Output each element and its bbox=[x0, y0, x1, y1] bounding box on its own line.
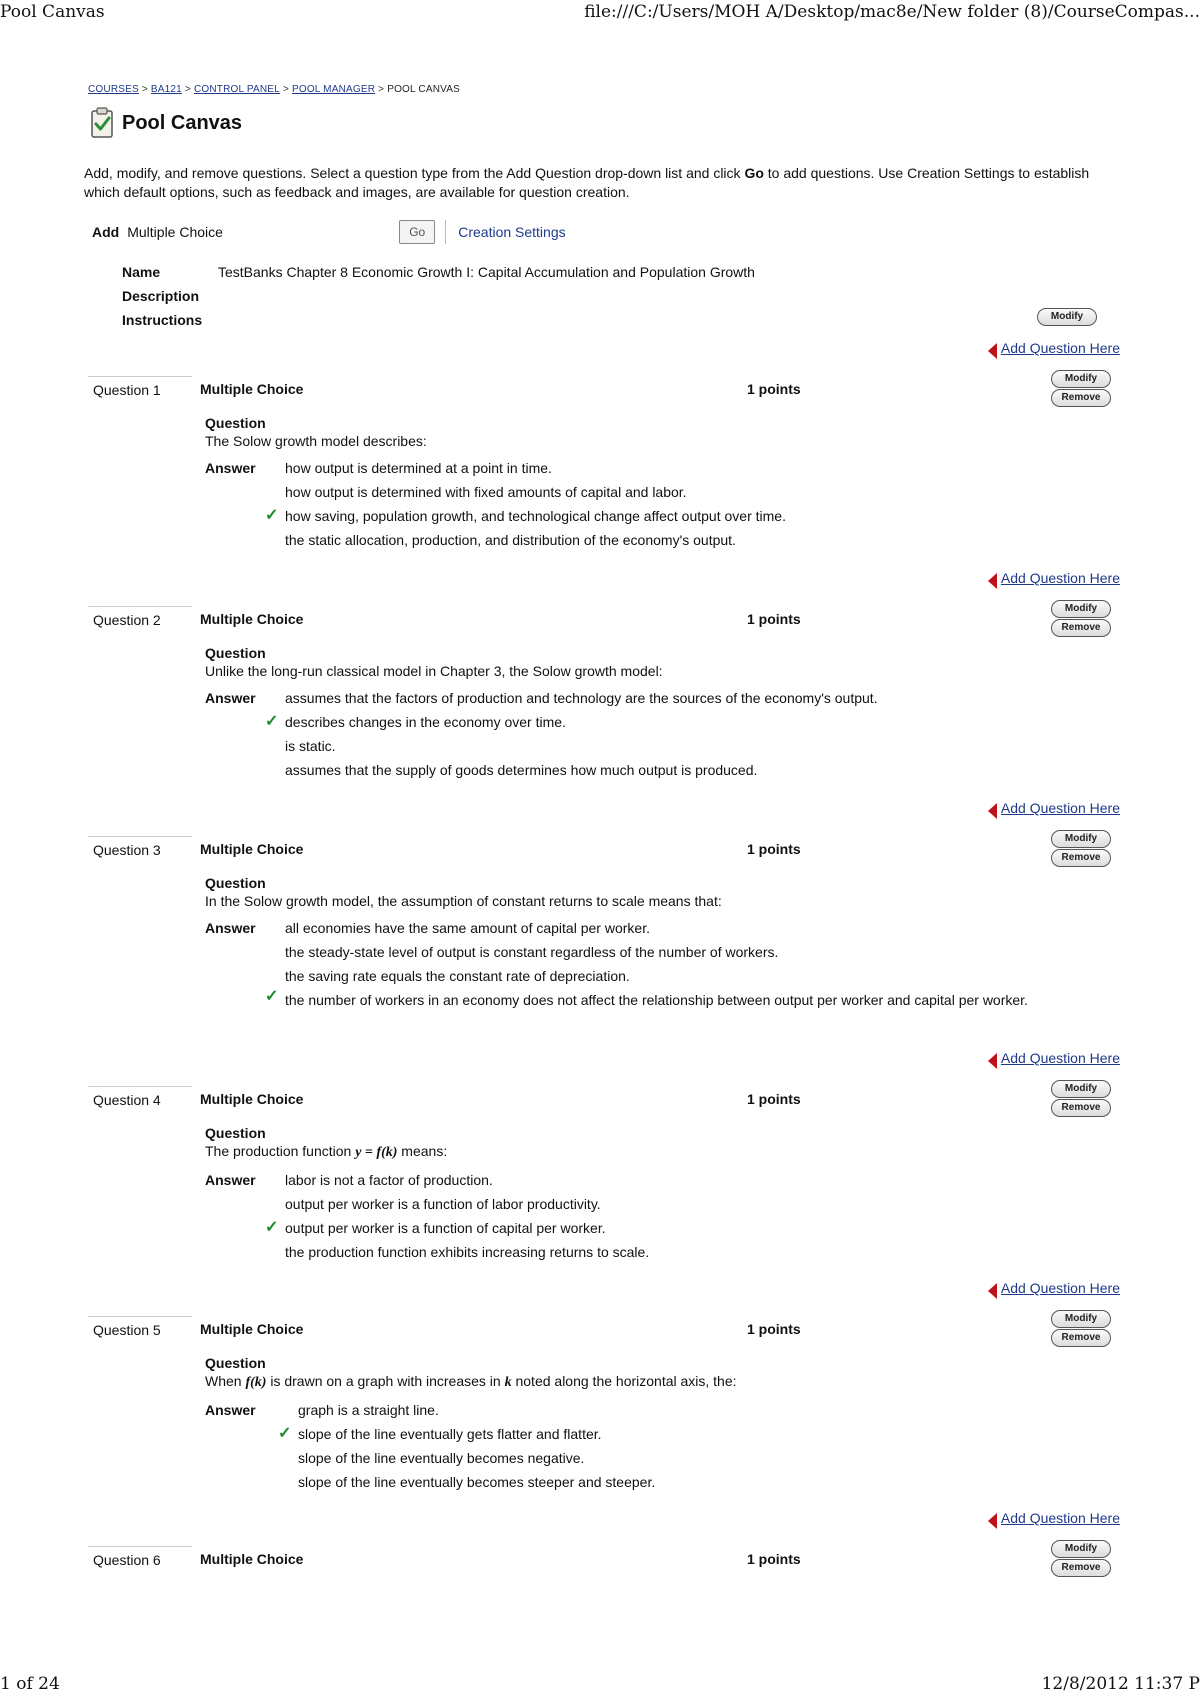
question-number: Question 1 bbox=[88, 376, 192, 400]
remove-question-button[interactable]: Remove bbox=[1051, 1099, 1111, 1117]
answer-label: Answer bbox=[205, 1172, 256, 1188]
clipboard-check-icon bbox=[90, 107, 114, 139]
answer-option: labor is not a factor of production. bbox=[285, 1172, 493, 1188]
add-marker-icon bbox=[988, 1283, 997, 1299]
answer-list bbox=[205, 916, 1128, 1018]
question-body bbox=[205, 414, 1128, 552]
modify-question-button[interactable]: Modify bbox=[1051, 830, 1111, 848]
add-marker-icon bbox=[988, 1513, 997, 1529]
answer-option: how output is determined with fixed amounts of capital and labor. bbox=[285, 484, 687, 500]
intro-go-keyword: Go bbox=[744, 165, 764, 181]
question-type: Multiple Choice bbox=[200, 381, 304, 397]
add-question-here[interactable] bbox=[988, 797, 1120, 819]
answer-label: Answer bbox=[205, 920, 256, 936]
question-text: Unlike the long-run classical model in Chapter 3, the Solow growth model: bbox=[205, 663, 663, 679]
question-points: 1 points bbox=[747, 1551, 801, 1567]
question-body bbox=[205, 874, 1128, 1018]
add-question-here[interactable] bbox=[988, 1507, 1120, 1529]
correct-check-icon: ✓ bbox=[265, 988, 279, 1005]
answer-label: Answer bbox=[205, 1402, 256, 1418]
page-header bbox=[90, 106, 242, 140]
answer-list bbox=[205, 1168, 1128, 1264]
question-type: Multiple Choice bbox=[200, 1321, 304, 1337]
question-number: Question 5 bbox=[88, 1316, 192, 1340]
answer-option: the static allocation, production, and distribution of the economy's output. bbox=[285, 532, 736, 548]
remove-question-button[interactable]: Remove bbox=[1051, 389, 1111, 407]
formula: y = f(k) bbox=[355, 1145, 398, 1160]
add-marker-icon bbox=[988, 343, 997, 359]
answer-list bbox=[205, 456, 1128, 552]
pool-instructions-row bbox=[122, 308, 1122, 332]
correct-check-icon: ✓ bbox=[265, 1219, 279, 1236]
question-header bbox=[88, 836, 1128, 860]
answer-option: is static. bbox=[285, 738, 336, 754]
question-item bbox=[88, 1546, 1128, 1570]
question-header bbox=[88, 1546, 1128, 1570]
pool-name-value: TestBanks Chapter 8 Economic Growth I: Capital Accumulation and Population Growth bbox=[218, 264, 755, 280]
formula: f(k) bbox=[245, 1375, 267, 1390]
breadcrumb-separator: > bbox=[184, 84, 191, 95]
answer-option: assumes that the supply of goods determines how much output is produced. bbox=[285, 762, 758, 778]
question-points: 1 points bbox=[747, 1321, 801, 1337]
add-question-here[interactable] bbox=[988, 567, 1120, 589]
question-header bbox=[88, 1086, 1128, 1110]
print-header-url: file:///C:/Users/MOH A/Desktop/mac8e/New folder (8)/CourseCompas... bbox=[584, 2, 1200, 22]
add-question-here-link[interactable]: Add Question Here bbox=[1000, 570, 1120, 586]
remove-question-button[interactable]: Remove bbox=[1051, 1329, 1111, 1347]
question-label: Question bbox=[205, 875, 266, 891]
answer-option-correct: ✓ the number of workers in an economy does not affect the relationship between output per worker and capital per worker. bbox=[265, 988, 1028, 1008]
breadcrumb bbox=[88, 84, 460, 95]
answer-option-correct: ✓ how saving, population growth, and technological change affect output over time. bbox=[285, 504, 1128, 528]
question-points: 1 points bbox=[747, 611, 801, 627]
breadcrumb-separator: > bbox=[282, 84, 289, 95]
question-number: Question 6 bbox=[88, 1546, 192, 1570]
modify-question-button[interactable]: Modify bbox=[1051, 1540, 1111, 1558]
add-question-here[interactable] bbox=[988, 337, 1120, 359]
answer-option: the steady-state level of output is constant regardless of the number of workers. bbox=[285, 944, 779, 960]
print-header-title: Pool Canvas bbox=[0, 2, 105, 22]
answer-option: graph is a straight line. bbox=[298, 1402, 439, 1418]
question-header bbox=[88, 606, 1128, 630]
question-item bbox=[88, 606, 1128, 782]
pool-description-label: Description bbox=[122, 288, 200, 304]
question-type-select[interactable]: Multiple Choice bbox=[127, 224, 223, 240]
modify-question-button[interactable]: Modify bbox=[1051, 600, 1111, 618]
answer-option: slope of the line eventually becomes steeper and steeper. bbox=[298, 1474, 656, 1490]
page-title: Pool Canvas bbox=[122, 111, 243, 134]
question-text: The Solow growth model describes: bbox=[205, 433, 427, 449]
answer-option-correct: ✓ output per worker is a function of capital per worker. bbox=[285, 1216, 1128, 1240]
answer-option-correct: ✓ slope of the line eventually gets flatter and flatter. bbox=[298, 1422, 1128, 1446]
add-question-bar bbox=[92, 221, 566, 243]
pool-name-row bbox=[122, 260, 1122, 284]
correct-check-icon: ✓ bbox=[265, 713, 279, 730]
breadcrumb-pool-manager[interactable]: POOL MANAGER bbox=[291, 84, 376, 95]
answer-option: the production function exhibits increasing returns to scale. bbox=[285, 1244, 650, 1260]
correct-check-icon: ✓ bbox=[265, 507, 279, 524]
question-item bbox=[88, 376, 1128, 552]
answer-list bbox=[205, 1398, 1128, 1494]
question-type: Multiple Choice bbox=[200, 841, 304, 857]
add-question-here-link[interactable]: Add Question Here bbox=[1000, 1280, 1120, 1296]
question-number: Question 2 bbox=[88, 606, 192, 630]
question-item bbox=[88, 1086, 1128, 1264]
answer-list bbox=[205, 686, 1128, 782]
question-body bbox=[205, 1124, 1128, 1264]
question-body bbox=[205, 644, 1128, 782]
creation-settings-link[interactable]: Creation Settings bbox=[458, 224, 566, 240]
add-marker-icon bbox=[988, 803, 997, 819]
answer-option: output per worker is a function of labor productivity. bbox=[285, 1196, 601, 1212]
question-item bbox=[88, 836, 1128, 1018]
question-label: Question bbox=[205, 415, 266, 431]
modify-question-button[interactable]: Modify bbox=[1051, 1080, 1111, 1098]
go-button[interactable]: Go bbox=[399, 220, 435, 244]
add-question-here[interactable] bbox=[988, 1047, 1120, 1069]
question-text: In the Solow growth model, the assumption of constant returns to scale means that: bbox=[205, 893, 722, 909]
pool-instructions-label: Instructions bbox=[122, 312, 203, 328]
divider bbox=[445, 220, 446, 244]
add-question-here-link[interactable]: Add Question Here bbox=[1000, 340, 1120, 356]
remove-question-button[interactable]: Remove bbox=[1051, 1559, 1111, 1577]
answer-option: all economies have the same amount of capital per worker. bbox=[285, 920, 650, 936]
modify-question-button[interactable]: Modify bbox=[1051, 370, 1111, 388]
question-label: Question bbox=[205, 1125, 266, 1141]
intro-text-2: to add questions. Use Creation Settings to establish which default options, such as feedback and images, are available for question creation. bbox=[84, 165, 1090, 200]
add-question-here-link[interactable]: Add Question Here bbox=[1000, 1050, 1120, 1066]
question-points: 1 points bbox=[747, 841, 801, 857]
question-number: Question 3 bbox=[88, 836, 192, 860]
answer-label: Answer bbox=[205, 460, 256, 476]
question-label: Question bbox=[205, 645, 266, 661]
answer-option: the saving rate equals the constant rate of depreciation. bbox=[285, 968, 630, 984]
page-count: 1 of 24 bbox=[0, 1674, 60, 1694]
question-item bbox=[88, 1316, 1128, 1494]
formula: k bbox=[504, 1375, 512, 1390]
question-body bbox=[205, 1354, 1128, 1494]
page-instructions bbox=[84, 164, 1124, 202]
question-type: Multiple Choice bbox=[200, 611, 304, 627]
correct-check-icon: ✓ bbox=[278, 1425, 292, 1442]
pool-description-row bbox=[122, 284, 1122, 308]
question-header bbox=[88, 1316, 1128, 1340]
print-timestamp: 12/8/2012 11:37 P bbox=[1041, 1674, 1200, 1694]
answer-option-correct: ✓ describes changes in the economy over time. bbox=[285, 710, 1128, 734]
question-header bbox=[88, 376, 1128, 400]
print-footer bbox=[0, 1674, 1200, 1698]
add-marker-icon bbox=[988, 573, 997, 589]
add-marker-icon bbox=[988, 1053, 997, 1069]
question-points: 1 points bbox=[747, 1091, 801, 1107]
question-type: Multiple Choice bbox=[200, 1091, 304, 1107]
answer-option: slope of the line eventually becomes negative. bbox=[298, 1450, 585, 1466]
modify-pool-button[interactable]: Modify bbox=[1037, 308, 1097, 326]
modify-question-button[interactable]: Modify bbox=[1051, 1310, 1111, 1328]
print-header bbox=[0, 0, 1200, 26]
remove-question-button[interactable]: Remove bbox=[1051, 619, 1111, 637]
question-text: The production function y = f(k) means: bbox=[205, 1143, 448, 1160]
question-label: Question bbox=[205, 1355, 266, 1371]
pool-name-label: Name bbox=[122, 264, 161, 280]
answer-option: how output is determined at a point in time. bbox=[285, 460, 552, 476]
question-points: 1 points bbox=[747, 381, 801, 397]
breadcrumb-separator: > bbox=[378, 84, 385, 95]
breadcrumb-separator: > bbox=[141, 84, 148, 95]
breadcrumb-courses[interactable]: COURSES bbox=[88, 84, 139, 95]
add-question-here[interactable] bbox=[988, 1277, 1120, 1299]
add-question-here-link[interactable]: Add Question Here bbox=[1000, 800, 1120, 816]
breadcrumb-control-panel[interactable]: CONTROL PANEL bbox=[193, 84, 280, 95]
add-question-here-link[interactable]: Add Question Here bbox=[1000, 1510, 1120, 1526]
answer-option: assumes that the factors of production and technology are the sources of the economy's output. bbox=[285, 690, 878, 706]
question-type: Multiple Choice bbox=[200, 1551, 304, 1567]
question-number: Question 4 bbox=[88, 1086, 192, 1110]
breadcrumb-course[interactable]: BA121 bbox=[150, 84, 182, 95]
breadcrumb-current: POOL CANVAS bbox=[387, 84, 460, 95]
question-text: When f(k) is drawn on a graph with increases in k noted along the horizontal axis, the: bbox=[205, 1373, 737, 1390]
answer-label: Answer bbox=[205, 690, 256, 706]
add-label: Add bbox=[92, 224, 120, 240]
pool-details bbox=[122, 260, 1122, 332]
remove-question-button[interactable]: Remove bbox=[1051, 849, 1111, 867]
intro-text: Add, modify, and remove questions. Select a question type from the Add Question drop-down list and click bbox=[84, 165, 745, 181]
